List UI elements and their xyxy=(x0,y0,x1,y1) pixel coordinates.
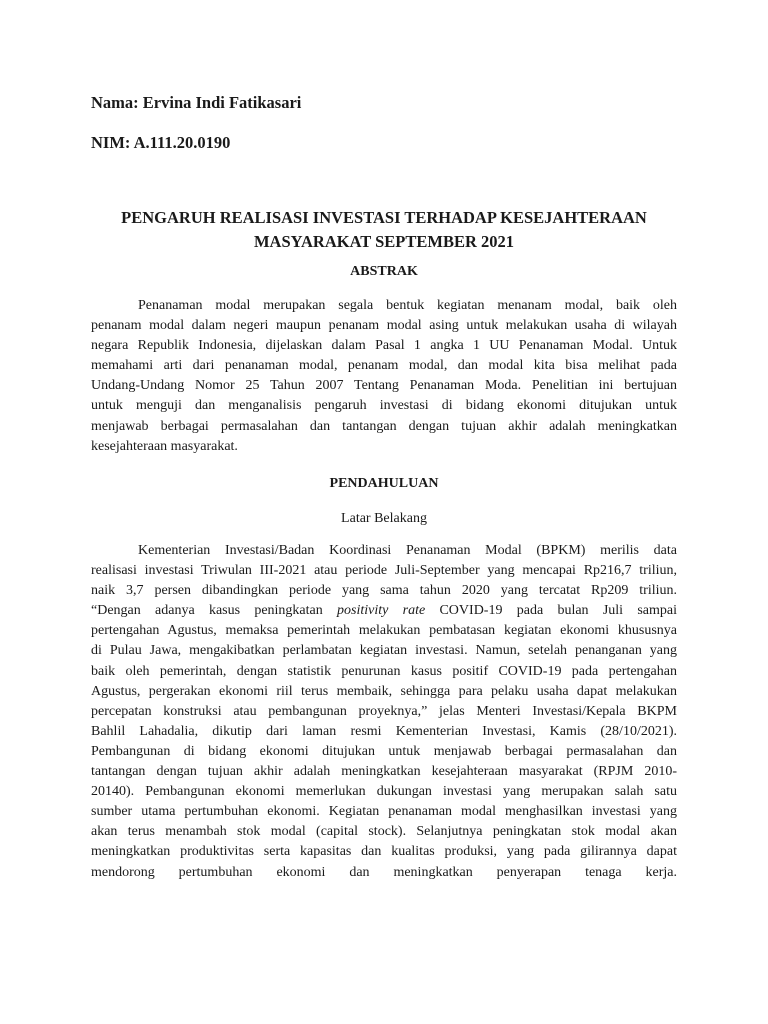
text-line: baik oleh pemerintah, dengan statistik penurunan kasus positif COVID-19 pada pertengahan xyxy=(91,663,677,679)
text-line: 20140). Pembangunan ekonomi memerlukan dukungan investasi yang merupakan salah satu xyxy=(91,784,677,800)
text-line: Kementerian Investasi/Badan Koordinasi Penanaman Modal (BPKM) merilis data xyxy=(138,543,677,558)
text-line: memahami arti dari penanaman modal, penanam modal, dan modal kita bisa melihat pada xyxy=(91,358,677,374)
abstract-paragraph xyxy=(91,296,677,457)
text-line: kesejahteraan masyarakat. xyxy=(91,438,238,454)
introduction-paragraph xyxy=(91,541,677,883)
text-line: Penanaman modal merupakan segala bentuk kegiatan menanam modal, baik oleh xyxy=(138,298,677,313)
document-title xyxy=(91,206,677,254)
text-line: naik 3,7 persen dibandingkan periode yang sama tahun 2020 yang tercatat Rp209 triliun. xyxy=(91,583,677,599)
text-line: percepatan konstruksi atau pembangunan proyeknya,” jelas Menteri Investasi/Kepala BKPM xyxy=(91,703,677,719)
text-line: di Pulau Jawa, mengakibatkan perlambatan kegiatan investasi. Namun, setelah penanganan yang xyxy=(91,643,677,659)
text-line: realisasi investasi Triwulan III-2021 atau periode Juli-September yang mencapai Rp216,7 triliun, xyxy=(91,563,677,579)
title-line: MASYARAKAT SEPTEMBER 2021 xyxy=(253,232,515,251)
text-line: sumber utama pertumbuhan ekonomi. Kegiatan penanaman modal menghasilkan investasi yang xyxy=(91,804,677,820)
text-line-with-italic xyxy=(91,601,677,621)
text-segment: “Dengan adanya kasus peningkatan xyxy=(91,603,323,619)
title-line: PENGARUH REALISASI INVESTASI TERHADAP KESEJAHTERAAN xyxy=(121,208,647,227)
text-line: tantangan dengan tujuan akhir adalah meningkatkan kesejahteraan masyarakat (RPJM 2010- xyxy=(91,764,677,780)
text-line: untuk menguji dan menganalisis pengaruh investasi di bidang ekonomi ditujukan untuk xyxy=(91,398,677,414)
text-line: Undang-Undang Nomor 25 Tahun 2007 Tentang Penanaman Moda. Penelitian ini bertujuan xyxy=(91,378,677,394)
document-page xyxy=(91,0,677,1024)
text-line: Pembangunan di bidang ekonomi ditujukan untuk menjawab berbagai permasalahan dan xyxy=(91,743,677,759)
author-nim: NIM: A.111.20.0190 xyxy=(91,133,231,152)
text-line: meningkatkan produktivitas serta kapasitas dan kualitas produksi, yang pada gilirannya dapat xyxy=(91,844,677,860)
text-line: penanam modal dalam negeri maupun penanam modal asing untuk melakukan usaha di wilayah xyxy=(91,318,677,334)
text-line: Agustus, pergerakan ekonomi riil terus membaik, sehingga para pelaku usaha dapat melakukan xyxy=(91,683,677,699)
text-line: negara Republik Indonesia, dijelaskan dalam Pasal 1 angka 1 UU Penanaman Modal. Untuk xyxy=(91,338,677,354)
abstract-heading: ABSTRAK xyxy=(350,264,418,279)
text-line: pertengahan Agustus, memaksa pemerintah melakukan pembatasan kegiatan ekonomi khususnya xyxy=(91,623,677,639)
text-segment: COVID-19 pada bulan Juli sampai xyxy=(439,603,677,619)
text-line: menjawab berbagai permasalahan dan tantangan dengan tujuan akhir adalah meningkatkan xyxy=(91,418,677,434)
text-line: Bahlil Lahadalia, dikutip dari laman resmi Kementerian Investasi, Kamis (28/10/2021). xyxy=(91,723,677,739)
italic-term: positivity rate xyxy=(337,603,426,619)
text-line: mendorong pertumbuhan ekonomi dan meningkatkan penyerapan tenaga kerja. xyxy=(91,864,677,880)
author-name: Nama: Ervina Indi Fatikasari xyxy=(91,93,302,112)
section-subheading: Latar Belakang xyxy=(341,511,427,526)
text-line: akan terus menambah stok modal (capital stock). Selanjutnya peningkatan stok modal akan xyxy=(91,824,677,840)
introduction-heading: PENDAHULUAN xyxy=(329,476,439,491)
